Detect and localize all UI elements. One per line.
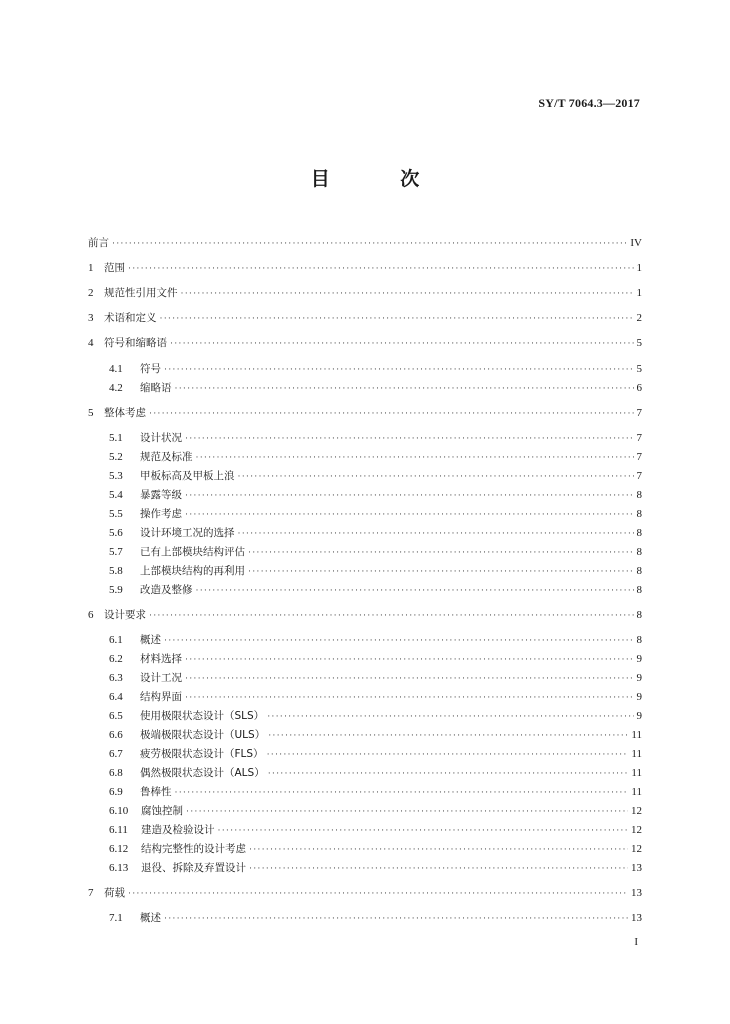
toc-dot-leader (128, 884, 628, 902)
toc-dot-leader (185, 486, 634, 504)
toc-entry-page: 6 (636, 382, 642, 394)
toc-dot-leader (128, 259, 634, 277)
toc-entry-label: 材料选择 (140, 653, 182, 665)
toc-dot-leader (267, 707, 633, 725)
toc-dot-leader (267, 745, 629, 763)
toc-entry-label: 结构界面 (140, 691, 182, 703)
toc-dot-leader (170, 334, 634, 352)
toc-entry[interactable] (109, 505, 642, 523)
toc-entry[interactable] (109, 669, 642, 687)
toc-entry-page: 11 (631, 767, 642, 779)
toc-entry[interactable] (88, 234, 642, 252)
toc-entry-label: 暴露等级 (140, 489, 182, 501)
toc-entry-number: 6.2 (109, 653, 123, 665)
toc-entry-page: 1 (636, 262, 642, 274)
toc-dot-leader (268, 726, 628, 744)
toc-entry-label: 鲁棒性 (140, 786, 172, 798)
toc-entry-page: 2 (636, 312, 642, 324)
toc-entry-page: 13 (631, 862, 642, 874)
toc-entry-page: 12 (631, 843, 642, 855)
toc-entry-label: 腐蚀控制 (141, 805, 183, 817)
toc-entry[interactable] (88, 259, 642, 277)
toc-dot-leader (248, 543, 634, 561)
toc-entry-page: 8 (636, 489, 642, 501)
toc-entry-label: 设计环境工况的选择 (140, 527, 235, 539)
toc-entry-number: 5.9 (109, 584, 123, 596)
toc-entry-label: 偶然极限状态设计（ALS） (140, 767, 265, 779)
toc-entry-number: 5.5 (109, 508, 123, 520)
toc-entry[interactable] (109, 562, 642, 580)
toc-entry[interactable] (109, 802, 642, 820)
toc-entry-label: 整体考虑 (104, 407, 146, 419)
toc-entry[interactable] (109, 859, 642, 877)
toc-entry[interactable] (109, 486, 642, 504)
toc-entry-label: 荷载 (104, 887, 125, 899)
toc-entry-page: 12 (631, 805, 642, 817)
toc-entry-label: 建造及检验设计 (141, 824, 215, 836)
toc-entry[interactable] (109, 783, 642, 801)
toc-entry-number: 6.9 (109, 786, 123, 798)
toc-entry-page: 12 (631, 824, 642, 836)
toc-entry-label: 规范及标准 (140, 451, 193, 463)
toc-entry-number: 5.1 (109, 432, 123, 444)
toc-dot-leader (181, 284, 634, 302)
toc-entry-label: 上部模块结构的再利用 (140, 565, 245, 577)
toc-entry[interactable] (109, 448, 642, 466)
toc-entry-page: 13 (631, 887, 642, 899)
toc-entry-page: 1 (636, 287, 642, 299)
toc-dot-leader (175, 783, 629, 801)
toc-entry-number: 6.1 (109, 634, 123, 646)
toc-dot-leader (186, 802, 628, 820)
toc-entry-page: IV (630, 237, 642, 249)
toc-entry[interactable] (109, 543, 642, 561)
toc-entry-label: 缩略语 (140, 382, 172, 394)
toc-entry[interactable] (109, 909, 642, 927)
toc-entry-page: 7 (636, 451, 642, 463)
toc-dot-leader (238, 524, 634, 542)
toc-entry-label: 结构完整性的设计考虑 (141, 843, 246, 855)
toc-entry[interactable] (109, 650, 642, 668)
toc-entry-number: 6.10 (109, 805, 129, 817)
toc-entry-number: 6.12 (109, 843, 129, 855)
toc-entry-label: 极端极限状态设计（ULS） (140, 729, 266, 741)
toc-entry-number: 7.1 (109, 912, 123, 924)
toc-entry[interactable] (109, 745, 642, 763)
toc-entry-page: 8 (636, 565, 642, 577)
toc-entry-label: 使用极限状态设计（SLS） (140, 710, 265, 722)
toc-entry-page: 9 (636, 710, 642, 722)
toc-entry-number: 6.6 (109, 729, 123, 741)
toc-entry[interactable] (109, 688, 642, 706)
toc-entry-number: 5.8 (109, 565, 123, 577)
toc-entry-label: 术语和定义 (104, 312, 157, 324)
toc-entry-label: 操作考虑 (140, 508, 182, 520)
toc-entry[interactable] (109, 726, 642, 744)
toc-entry-label: 范围 (104, 262, 125, 274)
toc-entry-number: 1 (88, 262, 94, 274)
toc-entry-number: 6.3 (109, 672, 123, 684)
toc-entry-label: 符号 (140, 363, 161, 375)
toc-entry-label: 设计状况 (140, 432, 182, 444)
toc-entry-number: 6.4 (109, 691, 123, 703)
toc-entry[interactable] (109, 360, 642, 378)
toc-entry-number: 6.8 (109, 767, 123, 779)
toc-entry[interactable] (88, 309, 642, 327)
toc-entry[interactable] (88, 606, 642, 624)
toc-entry-label: 前言 (88, 237, 109, 249)
toc-dot-leader (268, 764, 629, 782)
toc-entry-number: 5.7 (109, 546, 123, 558)
toc-entry[interactable] (88, 334, 642, 352)
toc-dot-leader (185, 429, 634, 447)
toc-entry-label: 改造及整修 (140, 584, 193, 596)
toc-entry-label: 概述 (140, 634, 161, 646)
toc-entry-number: 4 (88, 337, 94, 349)
toc-entry-page: 7 (636, 432, 642, 444)
toc-entry[interactable] (109, 707, 642, 725)
toc-entry[interactable] (109, 429, 642, 447)
toc-entry-label: 概述 (140, 912, 161, 924)
toc-entry[interactable] (88, 284, 642, 302)
toc-entry-label: 设计工况 (140, 672, 182, 684)
toc-dot-leader (149, 404, 634, 422)
toc-dot-leader (164, 360, 634, 378)
toc-entry-label: 符号和缩略语 (104, 337, 167, 349)
toc-entry-number: 6.11 (109, 824, 128, 836)
page-title: 目 次 (310, 168, 452, 190)
toc-dot-leader (248, 562, 634, 580)
toc-dot-leader (185, 688, 634, 706)
toc-entry-label: 设计要求 (104, 609, 146, 621)
toc-entry-number: 5 (88, 407, 94, 419)
toc-entry[interactable] (109, 581, 642, 599)
toc-entry[interactable] (109, 467, 642, 485)
toc-entry-label: 甲板标高及甲板上浪 (140, 470, 235, 482)
toc-dot-leader (160, 309, 634, 327)
toc-entry-page: 5 (636, 337, 642, 349)
toc-entry[interactable] (109, 524, 642, 542)
toc-entry-number: 2 (88, 287, 94, 299)
document-code: SY/T 7064.3—2017 (538, 96, 640, 110)
toc-entry-page: 8 (636, 609, 642, 621)
toc-entry-label: 已有上部模块结构评估 (140, 546, 245, 558)
toc-dot-leader (196, 581, 634, 599)
toc-entry-number: 4.1 (109, 363, 123, 375)
toc-entry-number: 6.5 (109, 710, 123, 722)
toc-dot-leader (185, 505, 634, 523)
page-number: I (634, 936, 638, 948)
toc-entry-number: 5.2 (109, 451, 123, 463)
toc-dot-leader (185, 669, 634, 687)
toc-entry-number: 6 (88, 609, 94, 621)
toc-entry-label: 规范性引用文件 (104, 287, 178, 299)
toc-entry[interactable] (109, 840, 642, 858)
toc-entry-number: 3 (88, 312, 94, 324)
toc-entry[interactable] (109, 821, 642, 839)
toc-entry-page: 11 (631, 786, 642, 798)
toc-entry-page: 8 (636, 584, 642, 596)
toc-dot-leader (238, 467, 634, 485)
toc-entry-number: 5.6 (109, 527, 123, 539)
toc-dot-leader (249, 859, 628, 877)
toc-dot-leader (164, 909, 628, 927)
toc-entry-page: 9 (636, 653, 642, 665)
toc-entry-page: 7 (636, 470, 642, 482)
toc-dot-leader (185, 650, 634, 668)
toc-entry[interactable] (109, 764, 642, 782)
toc-entry-number: 4.2 (109, 382, 123, 394)
toc-dot-leader (218, 821, 629, 839)
toc-entry-page: 8 (636, 546, 642, 558)
toc-entry-page: 13 (631, 912, 642, 924)
toc-dot-leader (112, 234, 627, 252)
toc-entry-page: 9 (636, 672, 642, 684)
toc-entry-number: 7 (88, 887, 94, 899)
toc-entry-number: 6.13 (109, 862, 129, 874)
toc-entry-label: 疲劳极限状态设计（FLS） (140, 748, 264, 760)
toc-dot-leader (175, 379, 634, 397)
toc-entry-page: 8 (636, 508, 642, 520)
toc-entry-page: 11 (631, 729, 642, 741)
toc-entry-page: 5 (636, 363, 642, 375)
toc-entry[interactable] (88, 404, 642, 422)
toc-entry-page: 8 (636, 634, 642, 646)
toc-entry-page: 9 (636, 691, 642, 703)
toc-dot-leader (149, 606, 634, 624)
toc-entry-number: 5.3 (109, 470, 123, 482)
toc-entry[interactable] (109, 379, 642, 397)
toc-entry-label: 退役、拆除及弃置设计 (141, 862, 246, 874)
toc-entry-number: 5.4 (109, 489, 123, 501)
toc-entry[interactable] (88, 884, 642, 902)
toc-entry-page: 7 (636, 407, 642, 419)
toc-entry-page: 11 (631, 748, 642, 760)
toc-dot-leader (164, 631, 634, 649)
toc-entry-page: 8 (636, 527, 642, 539)
toc-dot-leader (196, 448, 634, 466)
toc-entry-number: 6.7 (109, 748, 123, 760)
toc-dot-leader (249, 840, 628, 858)
toc-entry[interactable] (109, 631, 642, 649)
